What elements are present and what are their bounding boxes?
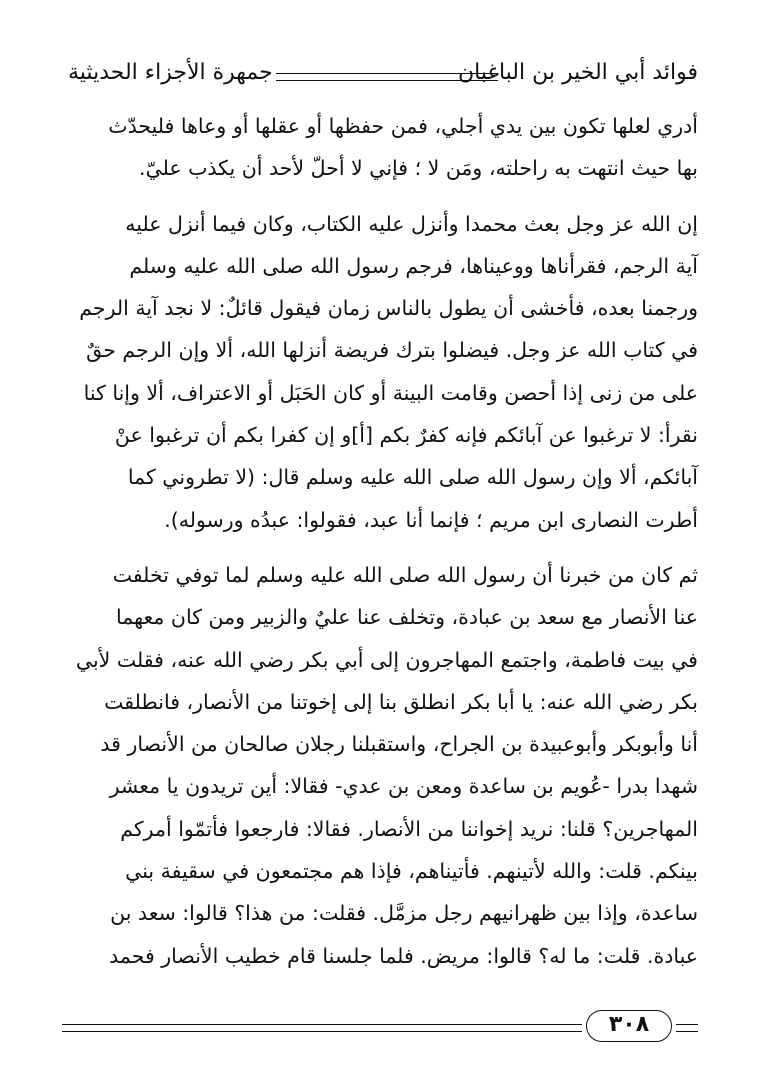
paragraph — [62, 203, 698, 541]
page-number: ٣٠٨ — [586, 1010, 672, 1042]
text-line: ساعدة، وإذا بين ظهرانيهم رجل مزمَّل. فقلت: من هذا؟ قالوا: سعد بن — [110, 901, 698, 926]
paragraph — [62, 105, 698, 190]
text-line: عبادة. قلت: ما له؟ قالوا: مريض. فلما جلسنا قام خطيب الأنصار فحمد — [109, 943, 698, 968]
body-text — [62, 105, 698, 977]
book-title: جمهرة الأجزاء الحديثية — [68, 60, 273, 85]
text-line: آية الرجم، فقرأناها ووعيناها، فرجم رسول الله صلى الله عليه وسلم — [129, 253, 698, 278]
text-line: المهاجرين؟ قلنا: نريد إخواننا من الأنصار. فقالا: فارجعوا فأتمّوا أمركم — [120, 816, 698, 841]
text-line: في كتاب الله عز وجل. فيضلوا بترك فريضة أنزلها الله، ألا وإن الرجم حقٌ — [86, 338, 698, 363]
text-line: بينكم. قلت: والله لأتينهم. فأتيناهم، فإذا هم مجتمعون في سقيفة بني — [125, 859, 698, 884]
text-line: أنا وأبوبكر وأبوعبيدة بن الجراح، واستقبلنا رجلان صالحان من الأنصار قد — [100, 732, 698, 757]
running-header — [68, 56, 698, 96]
paragraph — [62, 554, 698, 977]
footer-rule — [62, 1024, 582, 1032]
footer-rule-end — [676, 1024, 698, 1032]
text-line: ورجمنا بعده، فأخشى أن يطول بالناس زمان فيقول قائلٌ: لا نجد آية الرجم — [79, 296, 698, 321]
text-line: على من زنى إذا أحصن وقامت البينة أو كان الحَبَل أو الاعتراف، ألا وإنا كنا — [83, 380, 698, 405]
text-line: ثم كان من خبرنا أن رسول الله صلى الله عليه وسلم لما توفي تخلفت — [112, 562, 698, 587]
text-line: عنا الأنصار مع سعد بن عبادة، وتخلف عنا عليٌ والزبير ومن كان معهما — [116, 605, 698, 630]
text-line: بكر رضي الله عنه: يا أبا بكر انطلق بنا إلى إخوتنا من الأنصار، فانطلقت — [104, 689, 698, 714]
text-line: في بيت فاطمة، واجتمع المهاجرون إلى أبي بكر رضي الله عنه، فقلت لأبي — [75, 647, 698, 672]
header-rule — [276, 73, 498, 81]
text-line: نقرأ: لا ترغبوا عن آبائكم فإنه كفرٌ بكم [أ]و إن كفرا بكم أن ترغبوا عنْ — [114, 423, 698, 448]
text-line: بها حيث انتهت به راحلته، ومَن لا ؛ فإني لا أحلّ لأحد أن يكذب عليّ. — [138, 156, 698, 181]
text-line: أدري لعلها تكون بين يدي أجلي، فمن حفظها أو عقلها أو وعاها فليحدّث — [108, 114, 698, 138]
text-line: أطرت النصارى ابن مريم ؛ فإنما أنا عبد، فقولوا: عبدُه ورسوله). — [164, 507, 698, 532]
text-line: آبائكم، ألا وإن رسول الله صلى الله عليه وسلم قال: (لا تطروني كما — [127, 465, 698, 490]
text-line: إن الله عز وجل بعث محمدا وأنزل عليه الكتاب، وكان فيما أنزل عليه — [125, 211, 698, 236]
text-line: شهدا بدرا -عُويم بن ساعدة ومعن بن عدي- فقالا: أين تريدون يا معشر — [109, 774, 698, 799]
part-title: فوائد أبي الخير بن الباغبان — [457, 60, 698, 85]
